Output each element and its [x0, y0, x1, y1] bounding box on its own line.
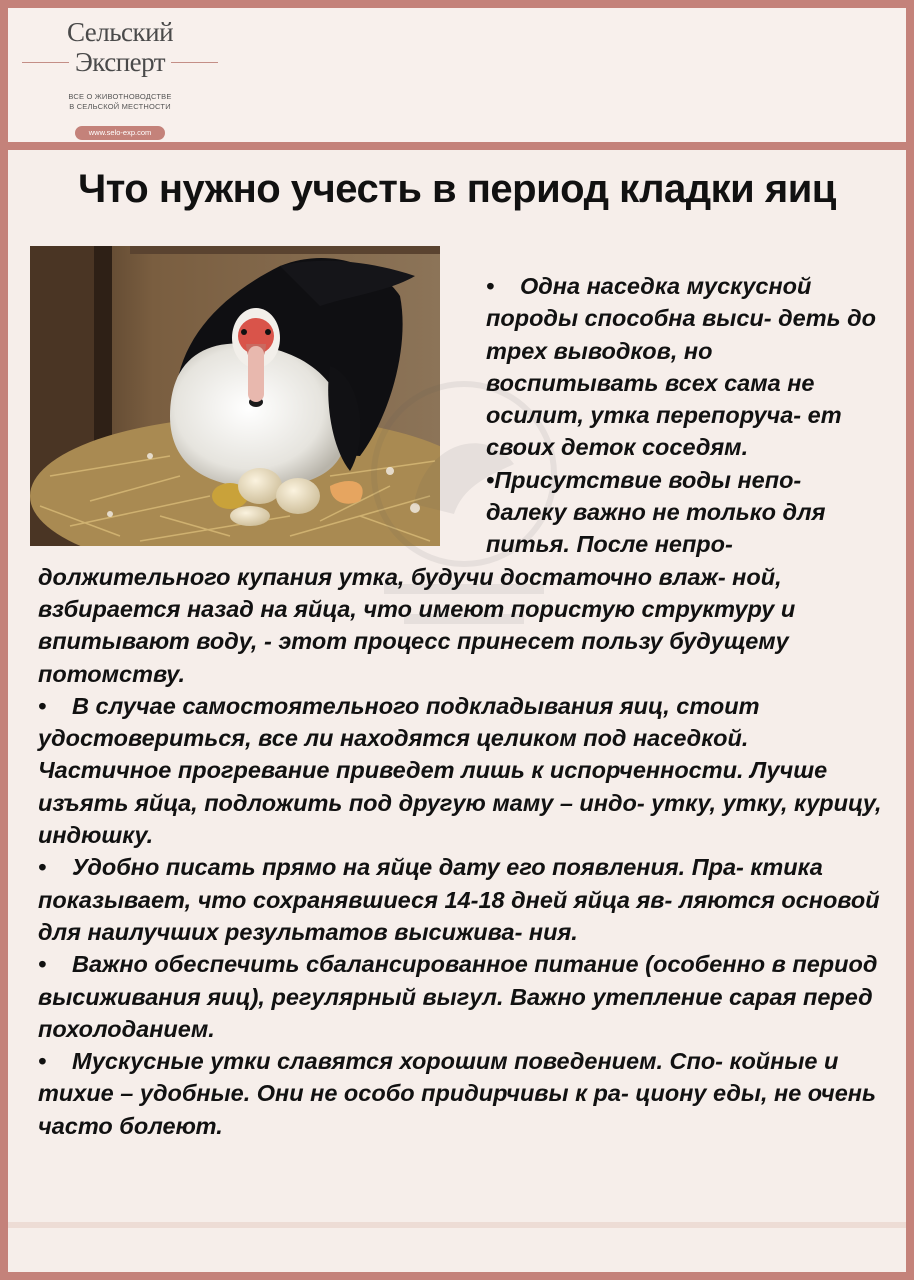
bullet: • — [486, 466, 495, 493]
bullet: • — [486, 273, 495, 299]
paragraph-text: Удобно писать прямо на яйце дату его появления. Пра- ктика показывает, что сохранявшиеся 14-18 дней яйца яв- ляются основой для наилучших результатов высижива- ния. — [38, 854, 880, 945]
bullet: • — [38, 692, 47, 719]
bullet: • — [38, 854, 47, 881]
bottom-band — [8, 1222, 906, 1228]
paragraph-6 — [38, 1045, 884, 1142]
logo-row — [22, 48, 218, 76]
bullet: • — [38, 951, 47, 978]
logo-rule-right — [171, 62, 218, 63]
paragraph-5 — [38, 948, 884, 1045]
photo-text-spacer — [38, 270, 486, 560]
logo-line2: Эксперт — [74, 47, 166, 77]
logo-tagline-1: ВСЕ О ЖИВОТНОВОДСТВЕ — [68, 92, 172, 101]
paragraph-text: Мускусные утки славятся хорошим поведением. Спо- койные и тихие – удобные. Они не особо придирчивы к ра- циону еды, не очень часто болеют. — [38, 1048, 876, 1139]
article-text — [38, 270, 884, 1142]
paragraph-text: Важно обеспечить сбалансированное питание (особенно в период высиживания яиц), регулярный выгул. Важно утепление сарая перед похолоданием. — [38, 951, 878, 1042]
paragraph-text: Одна наседка мускусной породы способна выси- деть до трех выводков, но воспитывать всех сама не осилит, утка перепоруча- ет своих деток соседям. — [486, 273, 876, 461]
bullet: • — [38, 1048, 47, 1075]
logo-tagline-2: В СЕЛЬСКОЙ МЕСТНОСТИ — [69, 102, 171, 111]
logo-tagline — [22, 92, 218, 112]
paragraph-4 — [38, 851, 884, 948]
logo-line1: Сельский — [66, 17, 174, 47]
logo-rule-left — [22, 62, 69, 63]
paragraph-text: В случае самостоятельного подкладывания яиц, стоит удостовериться, все ли находятся целиком под наседкой. Частичное прогревание приведет лишь к испорченности. Лучше изъять яйца, подложить под другую маму – индо- утку, утку, курицу, индюшку. — [38, 692, 882, 849]
main-content — [8, 150, 906, 1272]
page-title: Что нужно учесть в период кладки яиц — [78, 167, 836, 211]
logo-url[interactable]: www.selo-exp.com — [75, 126, 166, 140]
paragraph-text: Присутствие воды непо- далеку важно не только для питья. После непро- должительного купания утка, будучи достаточно влаж- ной, взбирается назад на яйца, что имеют пористую структуру и впитывают воду, - этот процесс принесет пользу будущему потомству. — [38, 466, 826, 687]
paragraph-3 — [38, 690, 884, 851]
logo[interactable] — [22, 18, 218, 140]
header — [8, 8, 906, 142]
